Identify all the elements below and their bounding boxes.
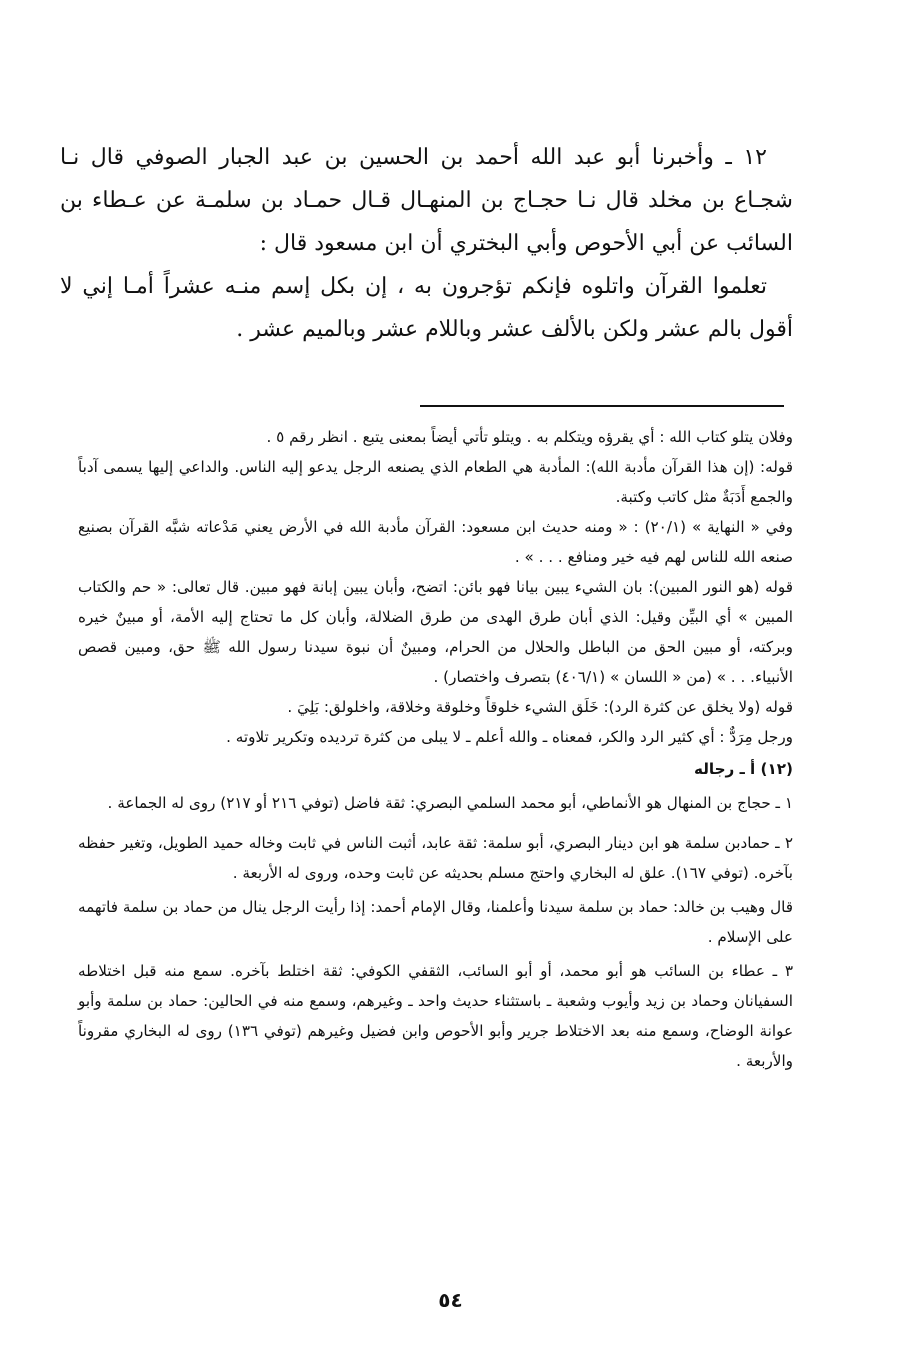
- footnote-madba: قوله: (إن هذا القرآن مأدبة الله): المأدبة هي الطعام الذي يصنعه الرجل يدعو إليه الناس. والداعي إليها يسمى آدباً والجمع أَدَبَةٌ مثل كاتب وكتبة.: [78, 458, 793, 506]
- page-number: ٥٤: [438, 1288, 463, 1312]
- footnote-tilawa: وفلان يتلو كتاب الله : أي يقرؤه ويتكلم به . ويتلو تأتي أيضاً بمعنى يتبع . انظر رقم ٥ .: [266, 428, 793, 446]
- hadith-isnad-paragraph: ١٢ ـ وأخبرنا أبو عبد الله أحمد بن الحسين بن عبد الجبار الصوفي قال نـا شجـاع بن مخلد قال نـا حجـاج بن المنهـال قـال حمـاد بن سلمـة عن عـطاء بن السائب عن أبي الأحوص وأبي البختري أن ابن مسعود قال :: [60, 145, 793, 256]
- narrators-heading: (١٢) أ ـ رجاله: [693, 760, 793, 778]
- narrator-hajjaj: ١ ـ حجاج بن المنهال هو الأنماطي، أبو محمد السلمي البصري: ثقة فاضل (توفي ٢١٦ أو ٢١٧) روى له الجماعة .: [107, 794, 793, 812]
- footnotes: [78, 422, 793, 1076]
- narrator-ata: ٣ ـ عطاء بن السائب هو أبو محمد، أو أبو السائب، الثقفي الكوفي: ثقة اختلط بآخره. سمع منه قبل اختلاطه السفيانان وحماد بن زيد وأيوب وشعبة ـ باستثناء حديث واحد ـ وغيرهم، وسمع منه في الحالين: حماد بن سلمة وأبو عوانة الوضاح، وسمع منه بعد الاختلاط جرير وأبو الأحوص وابن فضيل وغيرهم (توفي ١٣٦) روى له البخاري مقروناً والأربعة .: [78, 962, 794, 1070]
- footnote-divider: [420, 405, 784, 407]
- footnote-nur-mubin: قوله (هو النور المبين): بان الشيء يبين بيانا فهو بائن: اتضح، وأبان يبين إبانة فهو مبين. قال تعالى: « حم والكتاب المبين » أي البيِّن وقيل: الذي أبان طرق الهدى من طرق الضلالة، وأبان كل ما تحتاج إليه الأمة، أو مبينٌ خيره وبركته، أو مبين الحق من الباطل والحلال من الحرام، ومبينٌ أن نبوة سيدنا رسول الله ﷺ حق، ومبين قصص الأنبياء. . . » (من « اللسان » (٤٠٦/١) بتصرف واختصار) .: [78, 578, 793, 686]
- hadith-matn-paragraph: تعلموا القرآن واتلوه فإنكم تؤجرون به ، إن بكل إسم منـه عشراً أمـا إني لا أقول بالم عشر ولكن بالألف عشر وباللام عشر وبالميم عشر .: [60, 274, 793, 342]
- narrator-hammad: ٢ ـ حمادبن سلمة هو ابن دينار البصري، أبو سلمة: ثقة عابد، أثبت الناس في ثابت وخاله حميد الطويل، وتغير حفظه بآخره. (توفي ١٦٧). علق له البخاري واحتج مسلم بحديثه عن ثابت وحده، وروى له الأربعة .: [78, 834, 793, 882]
- narrator-hammad-praise: قال وهيب بن خالد: حماد بن سلمة سيدنا وأعلمنا، وقال الإمام أحمد: إذا رأيت الرجل ينال من حماد بن سلمة فاتهمه على الإسلام .: [78, 898, 793, 946]
- footnote-mirad: ورجل مِرَدٌّ : أي كثير الرد والكر، فمعناه ـ والله أعلم ـ لا يبلى من كثرة ترديده وتكرير تلاوته .: [226, 728, 793, 746]
- main-text: [60, 136, 793, 351]
- footnote-nihaya: وفي « النهاية » (٢٠/١) : « ومنه حديث ابن مسعود: القرآن مأدبة الله في الأرض يعني مَدْعاته شبَّه القرآن بصنيع صنعه الله للناس لهم فيه خير ومنافع . . . » .: [78, 518, 793, 566]
- footnote-yakhlaq: قوله (ولا يخلق عن كثرة الرد): خَلَق الشيء خلوقاً وخلوقة وخلاقة، واخلولق: بَلِيَ .: [287, 698, 793, 716]
